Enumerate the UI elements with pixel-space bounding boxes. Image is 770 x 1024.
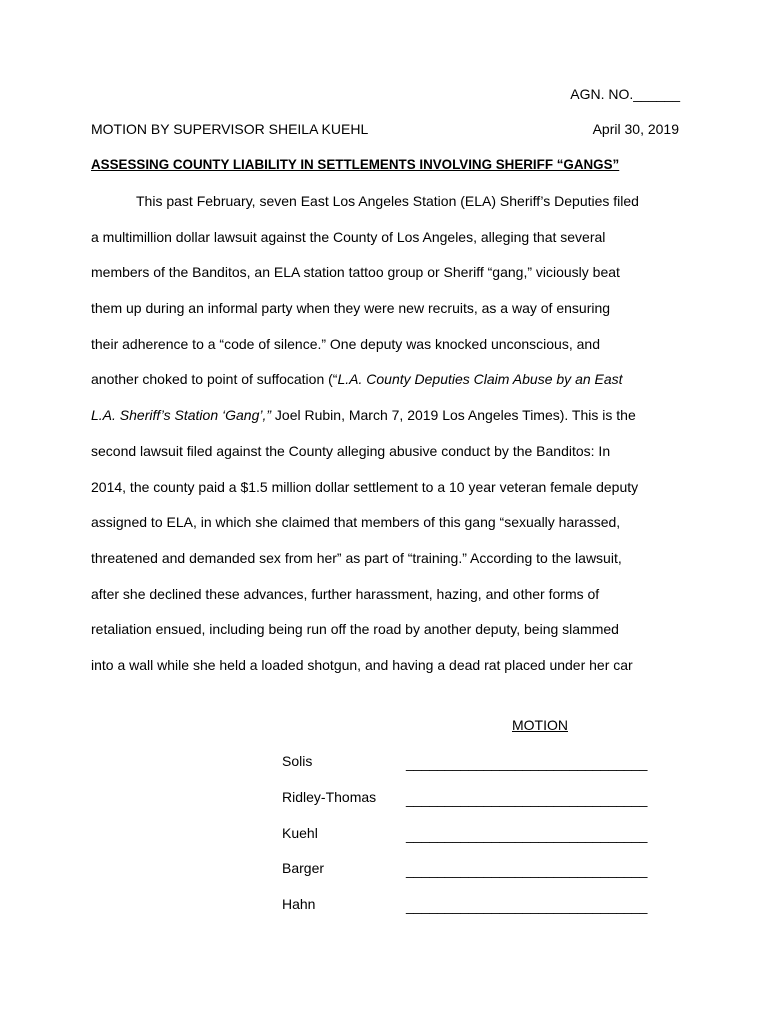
body-text: Joel Rubin, March 7, 2019 Los Angeles Times). This is the [271,407,636,424]
body-line: their adherence to a “code of silence.” One deputy was knocked unconscious, and [91,335,600,352]
body-line: retaliation ensued, including being run off the road by another deputy, being slammed [91,621,619,638]
body-line: 2014, the county paid a $1.5 million dollar settlement to a 10 year veteran female deputy [91,478,639,495]
body-line: second lawsuit filed against the County alleging abusive conduct by the Banditos: In [91,442,611,459]
vote-name-barger: Barger [282,860,325,876]
body-line [91,400,691,436]
vote-line-kuehl: _______________________________ [406,827,648,843]
vote-line-ridley-thomas: _______________________________ [406,791,648,807]
body-line: a multimillion dollar lawsuit against the County of Los Angeles, alleging that several [91,228,606,245]
body-line: assigned to ELA, in which she claimed that members of this gang “sexually harassed, [91,514,621,531]
vote-name-hahn: Hahn [282,896,316,912]
citation-title: L.A. Sheriff’s Station ‘Gang’,” [91,407,272,424]
body-line: them up during an informal party when they were new recruits, as a way of ensuring [91,300,611,317]
vote-line-solis: _______________________________ [406,755,648,771]
body-line: threatened and demanded sex from her” as part of “training.” According to the lawsuit, [91,549,622,566]
motion-date: April 30, 2019 [592,121,679,137]
body-paragraph [91,186,691,686]
document-title: ASSESSING COUNTY LIABILITY IN SETTLEMENTS INVOLVING SHERIFF “GANGS” [91,157,620,172]
agenda-number: AGN. NO.______ [570,86,680,102]
vote-name-ridley-thomas: Ridley-Thomas [282,789,377,805]
vote-name-kuehl: Kuehl [282,825,318,841]
body-text: another choked to point of suffocation (“ [91,371,338,388]
body-line: members of the Banditos, an ELA station tattoo group or Sheriff “gang,” viciously beat [91,264,620,281]
motion-heading: MOTION [512,717,568,733]
vote-name-solis: Solis [282,753,313,769]
vote-line-barger: _______________________________ [406,862,648,878]
citation-title: L.A. County Deputies Claim Abuse by an East [337,371,623,388]
body-line: into a wall while she held a loaded shotgun, and having a dead rat placed under her car [91,656,633,673]
vote-line-hahn: _______________________________ [406,898,648,914]
body-line: This past February, seven East Los Angeles Station (ELA) Sheriff’s Deputies filed [136,193,639,209]
body-line: after she declined these advances, further harassment, hazing, and other forms of [91,585,600,602]
motion-author: MOTION BY SUPERVISOR SHEILA KUEHL [91,121,369,137]
body-line [91,364,691,400]
